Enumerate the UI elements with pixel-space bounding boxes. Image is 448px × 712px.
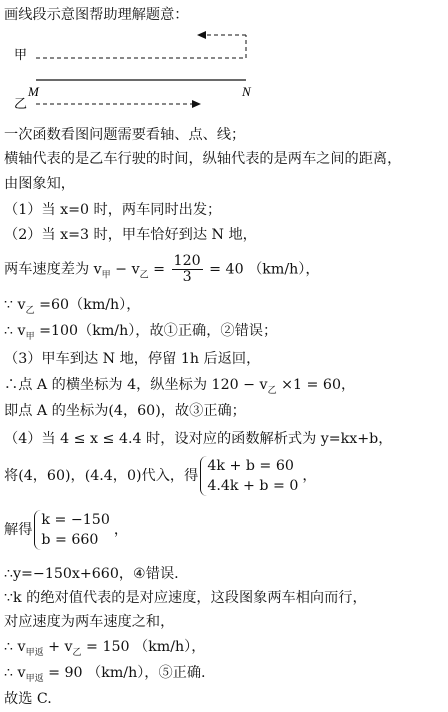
equation-system-1 [200, 456, 302, 496]
line-7-part-a: ∵ v [4, 297, 26, 313]
line-13-part-b: ， [302, 468, 317, 484]
segment-diagram [0, 22, 260, 114]
point-m-label: M [28, 84, 39, 99]
car-b-arrow-icon [192, 100, 201, 108]
line-10 [4, 376, 355, 400]
line-11: 即点 A 的坐标为(4，60)，故③正确； [4, 403, 246, 419]
point-n-label: N [242, 84, 251, 99]
line-10-sub: 乙 [267, 385, 277, 396]
line-8-sub: 甲 [25, 331, 35, 342]
line-6-numerator: 120 [173, 253, 201, 269]
line-4: （1）当 x=0 时，两车同时出发； [4, 202, 222, 218]
line-6-sub-2: 乙 [139, 270, 149, 281]
line-6-mid: − v [110, 261, 140, 278]
line-19-part-b: = 90 （km/h），⑤正确. [43, 665, 206, 681]
line-17: 对应速度为两车速度之和， [4, 614, 175, 630]
line-12: （4）当 4 ≤ x ≤ 4.4 时，设对应的函数解析式为 y=kx+b， [4, 431, 393, 447]
line-19 [4, 664, 206, 688]
line-6-fraction [172, 254, 203, 285]
line-7-part-b: =60（km/h）， [34, 297, 141, 313]
intro-text: 画线段示意图帮助理解题意： [4, 7, 189, 23]
system-1-eq-1: 4k + b = 60 [207, 458, 294, 474]
line-20: 故选 C. [4, 691, 52, 707]
line-7-sub: 乙 [25, 305, 35, 316]
line-6-eq: = [148, 261, 170, 278]
line-1: 一次函数看图问题需要看轴、点、线； [4, 127, 246, 143]
line-18-part-a: ∴ v [4, 639, 26, 655]
car-b-label: 乙 [14, 97, 28, 112]
line-8-part-b: =100（km/h），故①正确，②错误； [34, 323, 278, 339]
system-2-eq-1: k = −150 [41, 512, 110, 528]
line-14-part-b: ， [113, 522, 129, 538]
line-9: （3）甲车到达 N 地，停留 1h 后返回， [4, 351, 261, 367]
line-15: ∴y=−150x+660，④错误. [4, 566, 179, 582]
car-a-label: 甲 [14, 48, 28, 63]
system-1-eq-2: 4.4k + b = 0 [207, 478, 299, 494]
line-8-part-a: ∴ v [4, 323, 26, 339]
line-3: 由图象知， [4, 176, 75, 192]
line-13 [4, 456, 317, 496]
line-18 [4, 638, 205, 662]
line-18-sub-1: 甲返 [25, 647, 44, 658]
line-10-part-a: ∴点 A 的横坐标为 4，纵坐标为 120 − v [4, 377, 268, 393]
car-a-arrow-icon [197, 31, 206, 39]
line-5: （2）当 x=3 时，甲车恰好到达 N 地， [4, 227, 257, 243]
line-6-denominator: 3 [182, 269, 192, 285]
line-13-part-a: 将(4，60)，(4.4，0)代入，得 [4, 468, 199, 484]
line-18-part-b: = 150 （km/h）， [81, 639, 206, 655]
line-6-part-a: 两车速度差为 v [4, 261, 102, 278]
line-7 [4, 296, 140, 320]
equation-system-2 [34, 510, 113, 550]
line-16: ∵k 的绝对值代表的是对应速度，这段图象两车相向而行， [4, 590, 367, 606]
line-14-part-a: 解得 [4, 522, 33, 538]
line-8 [4, 322, 277, 346]
line-18-mid: + v [43, 639, 73, 655]
line-6-sub-1: 甲 [101, 270, 111, 281]
line-10-part-b: ×1 = 60， [276, 377, 356, 393]
line-18-sub-2: 乙 [72, 647, 82, 658]
line-19-sub: 甲返 [25, 673, 44, 684]
system-2-eq-2: b = 660 [41, 532, 99, 548]
line-6-part-b: = 40 （km/h）， [204, 261, 320, 278]
line-6 [4, 254, 320, 285]
line-2: 横轴代表的是乙车行驶的时间，纵轴代表的是两车之间的距离， [4, 151, 402, 167]
line-14 [4, 510, 128, 550]
line-19-part-a: ∴ v [4, 665, 26, 681]
